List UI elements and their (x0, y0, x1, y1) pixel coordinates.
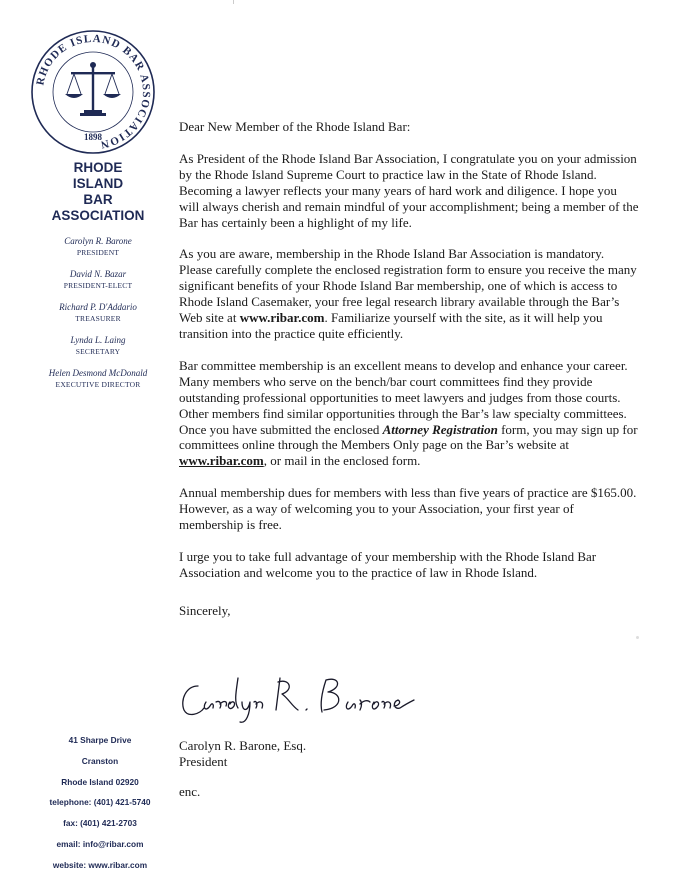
paragraph-text: Bar committee membership is an excellent means to develop and enhance your career. Many members who serve on the bench/bar court committees find they provide outstanding professional opportunities to meet lawyers and judges from those courts. Other members find similar opportunities through the Bar’s law specialty committees. Once you have submitted the enclosed (179, 357, 628, 437)
paragraph (179, 246, 639, 341)
paragraph-text: , or mail in the enclosed form. (263, 453, 421, 469)
officer-name: Lynda L. Laing (70, 335, 126, 345)
paragraph-text: . Familiarize yourself with the site, as it will help you transition into the practice quite efficiently. (179, 310, 603, 341)
enclosure-note: enc. (179, 784, 201, 799)
fax: fax: (401) 421-2703 (63, 818, 137, 829)
officer-title: TREASURER (75, 314, 121, 323)
officer-name: David N. Bazar (69, 269, 127, 279)
paragraph (179, 358, 639, 469)
letter-body (179, 119, 639, 619)
org-line: ISLAND (72, 176, 124, 191)
org-line: BAR (83, 192, 113, 207)
signer-title: President (179, 753, 228, 769)
svg-text:RHODE ISLAND BAR ASSOCIATION: RHODE ISLAND BAR ASSOCIATION (34, 32, 153, 151)
officer-name: Carolyn R. Barone (64, 236, 132, 246)
officer-title: PRESIDENT (76, 248, 120, 257)
officer-title: SECRETARY (75, 347, 121, 356)
paragraph-text: As you are aware, membership in the Rhode Island Bar Association is mandatory. Please carefully complete the enclosed registration form to ensure you receive the many significant benefits of your Rhode Island Bar membership, one of which is access to Rhode Island Casemaker, your free legal research library available through the Bar’s Web site at (179, 246, 637, 326)
contact-info (36, 730, 164, 876)
officer-name: Richard P. D'Addario (59, 302, 137, 312)
closing: Sincerely, (179, 602, 231, 618)
paragraph: As President of the Rhode Island Bar Association, I congratulate you on your admission by the Rhode Island Supreme Court to practice law in the State of Rhode Island. Becoming a lawyer reflects your many years of hard work and diligence. I hope you will always cherish and remain mindful of your accomplishment; being a member of the Bar has certainly been a highlight of my life. (179, 150, 639, 230)
paragraph-text: form, you may sign up for committees online through the Members Only page on the Bar’s website at (179, 421, 638, 453)
officers-list (28, 236, 168, 401)
address-state: Rhode Island 02920 (61, 776, 139, 787)
salutation: Dear New Member of the Rhode Island Bar: (179, 119, 411, 134)
paragraph: I urge you to take full advantage of your membership with the Rhode Island Bar Association and welcome you to the practice of law in Rhode Island. (179, 548, 597, 580)
handwritten-signature (176, 668, 416, 728)
email[interactable]: email: info@ribar.com (56, 838, 144, 849)
officer-item (28, 269, 168, 291)
form-name: Attorney Registration (382, 421, 498, 437)
officer-item (28, 368, 168, 390)
officer-name: Helen Desmond McDonald (48, 368, 148, 378)
website[interactable]: website: www.ribar.com (52, 859, 148, 870)
officer-item (28, 302, 168, 324)
website-link[interactable]: www.ribar.com (239, 310, 325, 326)
paragraph: Annual membership dues for members with less than five years of practice are $165.00. However, as a way of welcoming you to your Association, your first year of membership is free. (179, 485, 637, 533)
bar-association-seal-logo (29, 28, 157, 156)
website-link[interactable]: www.ribar.com (179, 453, 264, 469)
org-line: ASSOCIATION (51, 208, 145, 223)
fold-mark (233, 0, 238, 4)
officer-item (28, 335, 168, 357)
signature-block (179, 738, 306, 770)
seal-year: 1898 (84, 132, 102, 142)
officer-title: PRESIDENT-ELECT (63, 281, 133, 290)
paper-speck (636, 636, 639, 639)
officer-title: EXECUTIVE DIRECTOR (55, 380, 141, 389)
telephone: telephone: (401) 421-5740 (49, 797, 151, 808)
officer-item (28, 236, 168, 258)
org-line: RHODE (73, 160, 123, 175)
signer-name: Carolyn R. Barone, Esq. (179, 738, 307, 753)
address-city: Cranston (81, 755, 119, 766)
address-street: 41 Sharpe Drive (68, 735, 132, 745)
organization-name (36, 160, 160, 224)
